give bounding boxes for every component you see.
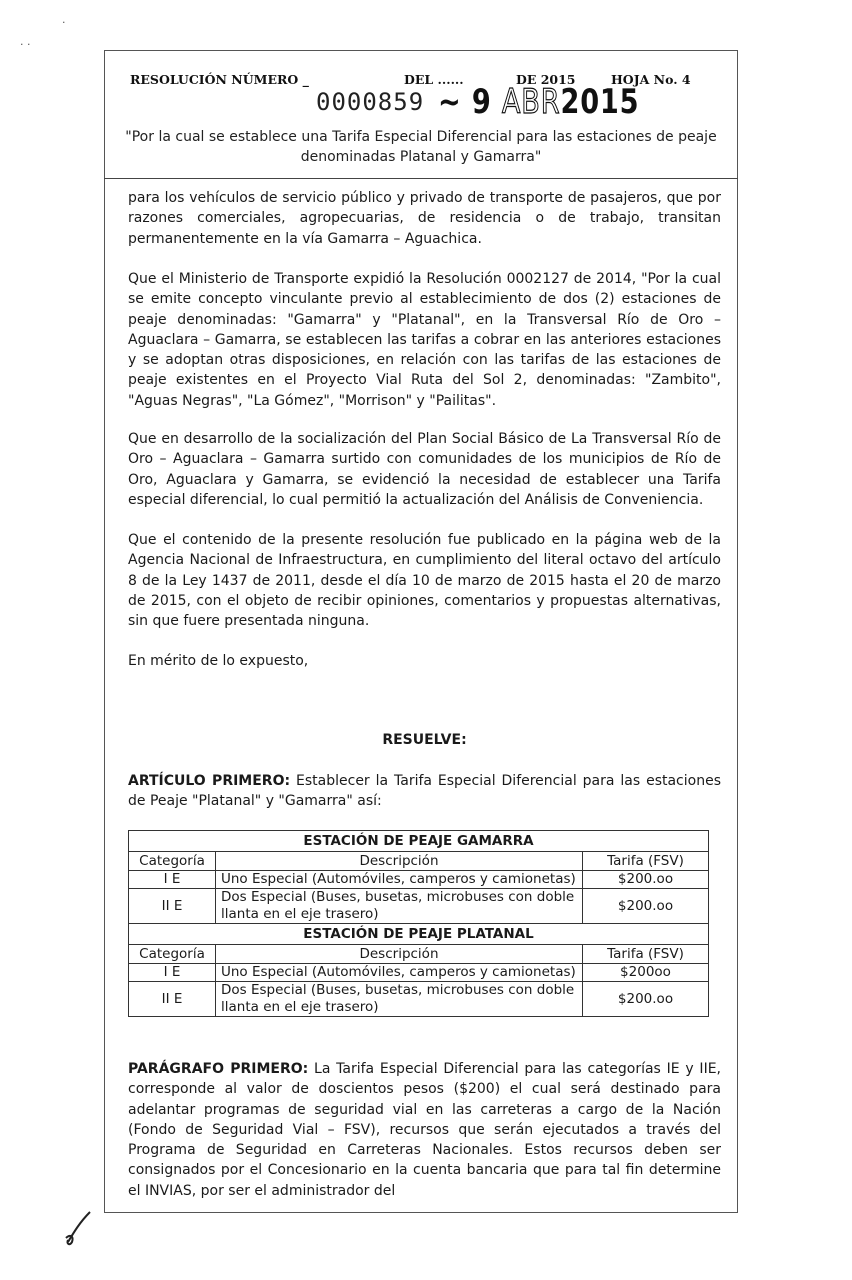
paragraph-first-lead: PARÁGRAFO PRIMERO: (128, 1061, 309, 1077)
table-section-row (129, 831, 709, 852)
article-first-text: Establecer la Tarifa Especial Diferencial para las estaciones de Peaje "Platanal" y "Gamarra" así: (128, 773, 721, 810)
header-tariff: Tarifa (FSV) (583, 945, 709, 964)
cell-tariff: $200.oo (583, 871, 709, 889)
scan-mark: · (62, 16, 66, 29)
paragraph-first-text: La Tarifa Especial Diferencial para las categorías IE y IIE, corresponde al valor de doscientos pesos ($200) el cual será destinado para adelantar programas de seguridad vial en las carreteras a cargo de la Nación (Fondo de Seguridad Vial – FSV), recursos que serán ejecutados a través del Programa de Seguridad en Carreteras Nacionales. Estos recursos deben ser consignados por el Concesionario en la cuenta bancaria que para tal fin determine el INVIAS, por ser el administrador del (128, 1061, 721, 1199)
cell-category: I E (129, 964, 216, 982)
cell-description: Uno Especial (Automóviles, camperos y camionetas) (216, 964, 583, 982)
section-title-gamarra: ESTACIÓN DE PEAJE GAMARRA (129, 831, 709, 852)
table-row (129, 889, 709, 924)
cell-category: I E (129, 871, 216, 889)
stamp-year: 2015 (560, 82, 640, 122)
paragraph-first (128, 1059, 721, 1201)
paragraph-publication: Que el contenido de la presente resolución fue publicado en la página web de la Agencia Nacional de Infraestructura, en cumplimiento del literal octavo del artículo 8 de la Ley 1437 de 2011, desde el día 10 de marzo de 2015 hasta el 20 de marzo de 2015, con el objeto de recibir opiniones, comentarios y propuestas alternativas, sin que fuere presentada ninguna. (128, 532, 721, 630)
header-description: Descripción (216, 945, 583, 964)
paragraph-ministry-resolution: Que el Ministerio de Transporte expidió la Resolución 0002127 de 2014, "Por la cual se emite concepto vinculante previo al establecimiento de dos (2) estaciones de peaje denominadas: "Gamarra" y "Platanal", en la Transversal Río de Oro – Aguaclara – Gamarra, se establecen las tarifas a cobrar en las anteriores estaciones y se adoptan otras disposiciones, en relación con las tarifas de las estaciones de peaje existentes en el Proyecto Vial Ruta del Sol 2, denominadas: "Zambito", "Aguas Negras", "La Gómez", "Morrison" y "Pailitas". (128, 271, 721, 409)
stamp-day: 9 (471, 82, 492, 122)
paragraph-social-plan: Que en desarrollo de la socialización del Plan Social Básico de La Transversal Río de Oro – Aguaclara – Gamarra surtido con comunidades de los municipios de Río de Oro, Aguaclara y Gamarra, se evidenció la necesidad de establecer una Tarifa especial diferencial, lo cual permitió la actualización del Análisis de Conveniencia. (128, 431, 721, 508)
tariff-table (128, 830, 709, 1017)
subtitle-line-1: "Por la cual se establece una Tarifa Especial Diferencial para las estaciones de peaje (125, 129, 717, 145)
header-category: Categoría (129, 945, 216, 964)
cell-description: Dos Especial (Buses, busetas, microbuses con doble llanta en el eje trasero) (216, 982, 583, 1017)
header-category: Categoría (129, 852, 216, 871)
article-first-lead: ARTÍCULO PRIMERO: (128, 773, 291, 789)
cell-tariff: $200oo (583, 964, 709, 982)
table-row (129, 982, 709, 1017)
stamp-month: ABR (501, 82, 561, 122)
table-header-row (129, 945, 709, 964)
signature-mark (60, 1208, 100, 1248)
resolution-number-stamp: 0000859 (316, 88, 425, 116)
cell-description: Uno Especial (Automóviles, camperos y camionetas) (216, 871, 583, 889)
cell-tariff: $200.oo (583, 982, 709, 1017)
header-description: Descripción (216, 852, 583, 871)
section-title-platanal: ESTACIÓN DE PEAJE PLATANAL (129, 924, 709, 945)
year-label: DE 2015 (516, 72, 576, 87)
article-first (128, 771, 721, 812)
resuelve-heading: RESUELVE: (382, 732, 467, 748)
resolution-number-label: RESOLUCIÓN NÚMERO _ (130, 72, 309, 87)
table-section-row (129, 924, 709, 945)
resolution-subtitle (120, 127, 722, 167)
cell-category: II E (129, 982, 216, 1017)
sheet-number-label: HOJA No. 4 (611, 72, 691, 87)
header-tariff: Tarifa (FSV) (583, 852, 709, 871)
stamp-dash: ~ (438, 82, 462, 122)
cell-category: II E (129, 889, 216, 924)
del-label: DEL ...... (404, 72, 464, 87)
date-stamp (438, 82, 639, 122)
cell-tariff: $200.oo (583, 889, 709, 924)
subtitle-line-2: denominadas Platanal y Gamarra" (300, 149, 542, 165)
table-row (129, 964, 709, 982)
cell-description: Dos Especial (Buses, busetas, microbuses con doble llanta en el eje trasero) (216, 889, 583, 924)
scan-mark: · · (20, 38, 31, 51)
table-header-row (129, 852, 709, 871)
paragraph-vehicles: para los vehículos de servicio público y privado de transporte de pasajeros, que por razones comerciales, agropecuarias, de residencia o de trabajo, transitan permanentemente en la vía Gamarra – Aguachica. (128, 190, 721, 247)
header-divider (104, 178, 738, 179)
paragraph-merit: En mérito de lo expuesto, (128, 653, 309, 669)
table-row (129, 871, 709, 889)
